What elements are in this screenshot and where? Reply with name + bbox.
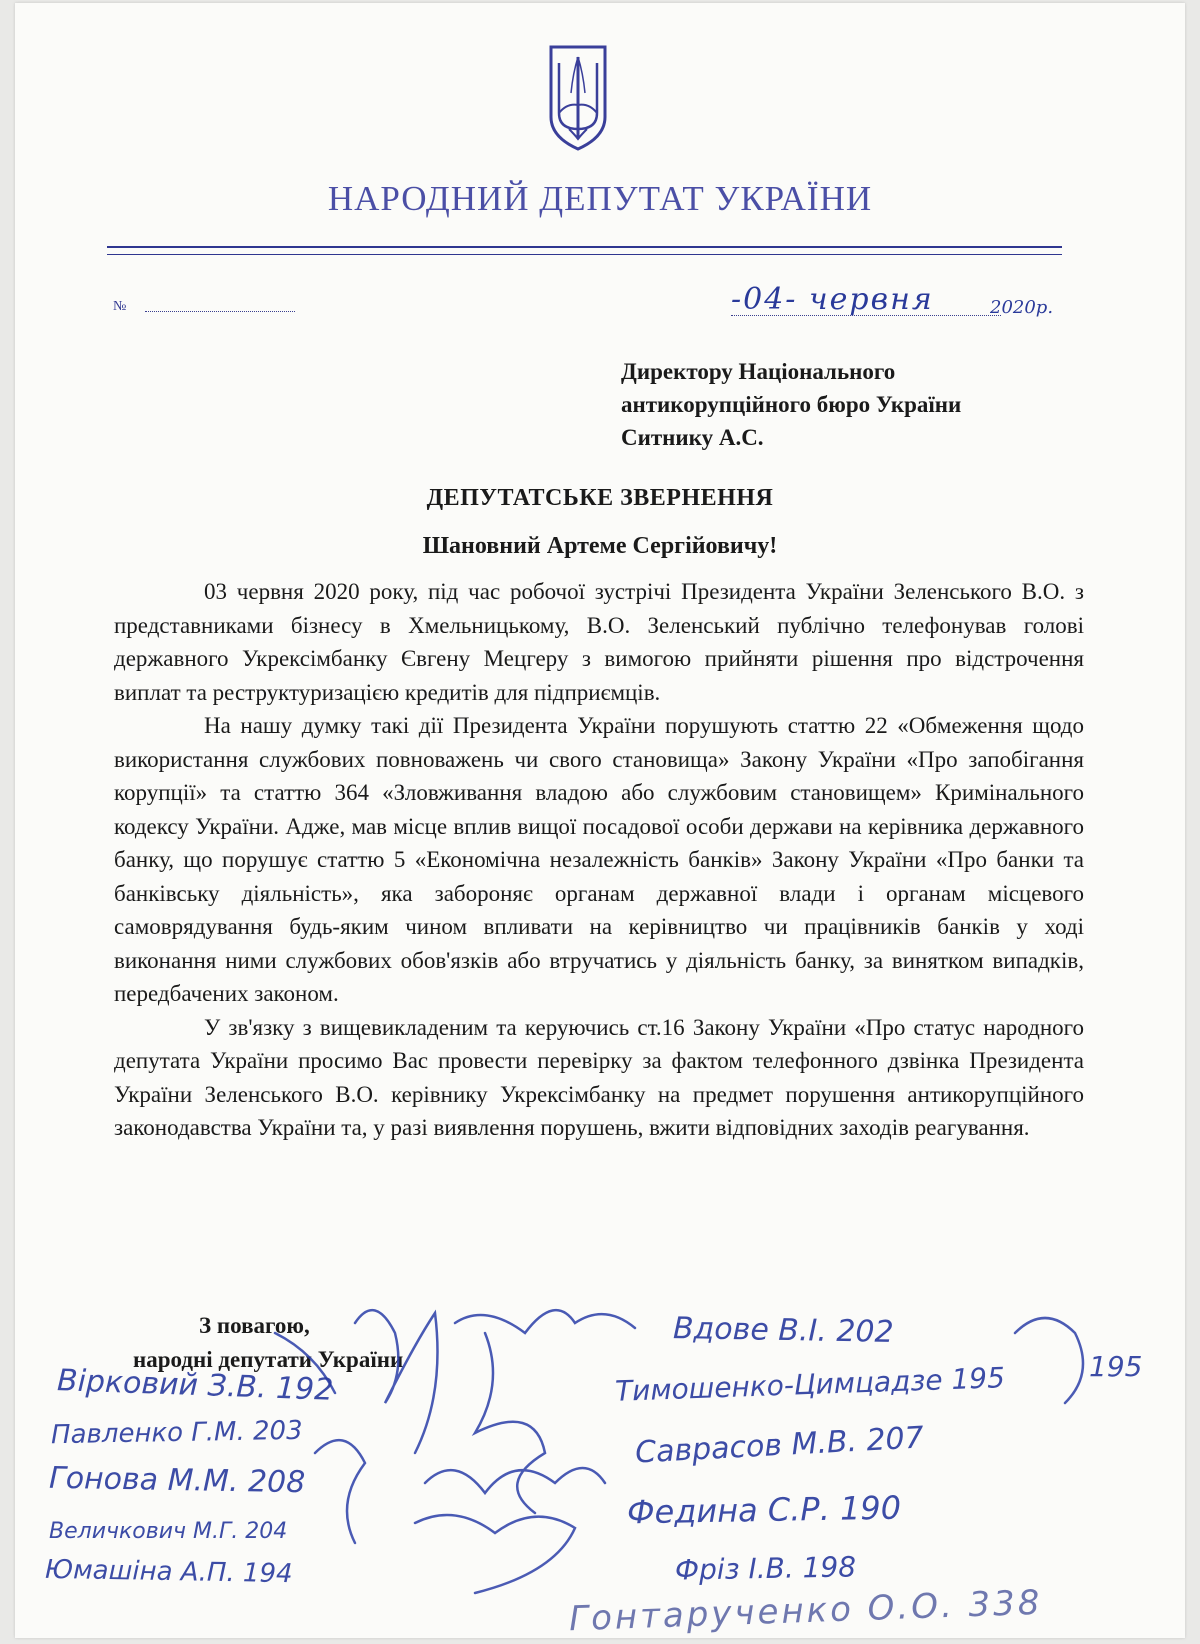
addressee-line: Ситнику А.С. [621, 425, 764, 450]
signature: Гонтарученко О.О. 338 [568, 1582, 1044, 1640]
salutation: Шановний Артеме Сергійовичу! [422, 533, 778, 559]
signature: Федина С.Р. 190 [626, 1488, 902, 1532]
signature: Тимошенко-Цимцадзе 195 [614, 1361, 1006, 1408]
signature: Саврасов М.В. 207 [634, 1420, 925, 1471]
addressee-line: Директору Національного [621, 359, 896, 384]
signature: Фріз І.В. 198 [674, 1550, 857, 1587]
body-paragraph: 03 червня 2020 року, під час робочої зустрічі Президента України Зеленського В.О. з представниками бізнесу в Хмельницькому, В.О. Зеленський публічно телефонував голові державного Укрексімбанку Євгену Мецгеру з вимогою прийняти рішення про відстрочення виплат та реструктуризацією кредитів для підприємців. [114, 579, 1084, 705]
signature: Вірковий З.В. 192 [56, 1363, 334, 1408]
signature: 195 [1089, 1350, 1143, 1383]
closing-regards: З повагою, [199, 1313, 310, 1338]
signature: Юмашіна А.П. 194 [44, 1554, 293, 1590]
signature: Гонова М.М. 208 [48, 1460, 306, 1501]
date-year: 2020р. [990, 297, 1054, 318]
body-paragraph: На нашу думку такі дії Президента України порушують статтю 22 «Обмеження щодо використання службових повноважень чи свого становища» Закону України «Про запобігання корупції» та статтю 364 «Зловживання владою або службовим становищем» Кримінального кодексу України. Адже, мав місце вплив вищої посадової особи держави на керівника державного банку, що порушує статтю 5 «Економічна незалежність банків» Закону України «Про банки та банківську діяльність», яка забороняє органам державної влади і органам місцевого самоврядування будь-яким чином впливати на керівництво чи працівників банків у ході виконання ними службових обов'язків або втручатись у діяльність банку, за винятком випадків, передбачених законом. [114, 713, 1084, 1006]
document-page [15, 3, 1185, 1638]
signature: Павленко Г.М. 203 [50, 1415, 303, 1451]
document-title: ДЕПУТАТСЬКЕ ЗВЕРНЕННЯ [426, 485, 774, 511]
handwritten-date: -04- червня [731, 282, 934, 317]
signature: Величкович М.Г. 204 [49, 1519, 288, 1544]
org-title: НАРОДНИЙ ДЕПУТАТ УКРАЇНИ [327, 179, 873, 218]
addressee-line: антикорупційного бюро України [621, 392, 962, 417]
closing-signatories: народні депутати України [133, 1347, 404, 1372]
document-number-label: № [113, 299, 127, 314]
signature: Вдове В.І. 202 [672, 1311, 894, 1350]
body-paragraph: У зв'язку з вищевикладеним та керуючись ст.16 Закону України «Про статус народного депутата України просимо Вас провести перевірку за фактом телефонного дзвінка Президента України Зеленського В.О. керівнику Укрексімбанку на предмет порушення антикорупційного законодавства України та, у разі виявлення порушень, вжити відповідних заходів реагування. [114, 1014, 1084, 1140]
